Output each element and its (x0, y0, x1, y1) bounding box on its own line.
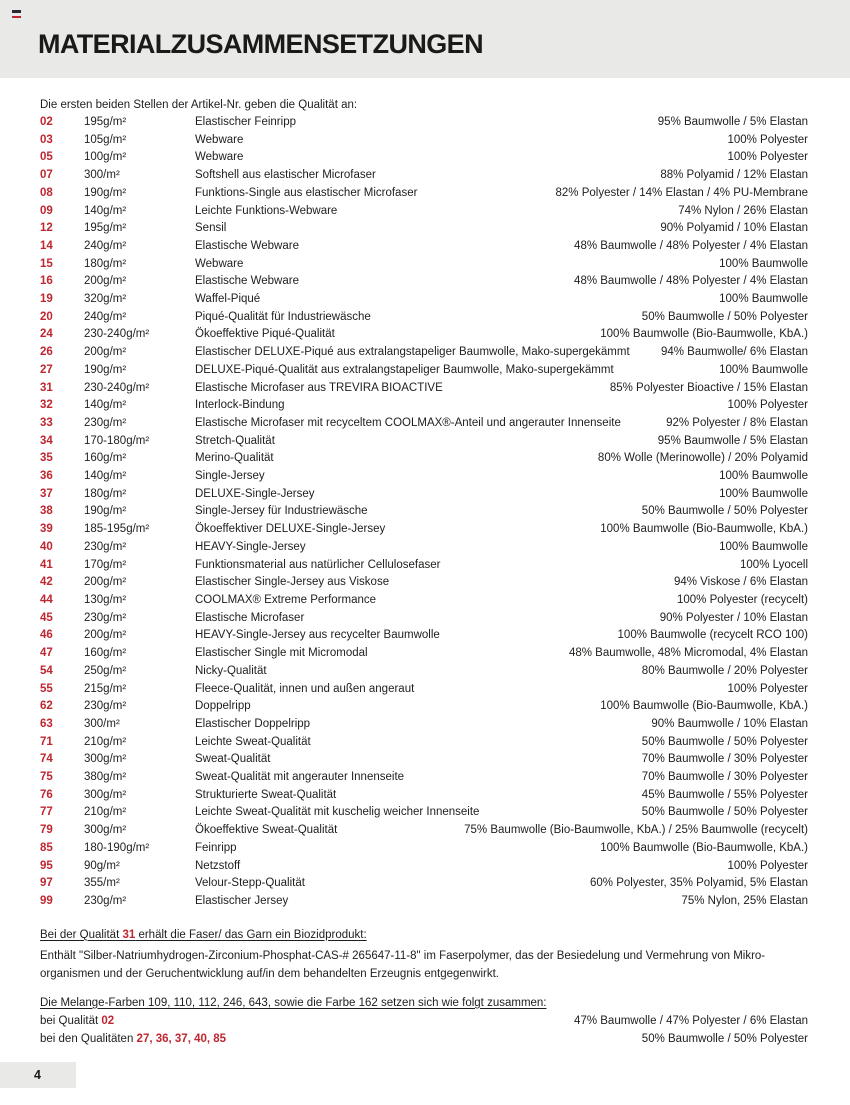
table-row (40, 309, 808, 327)
material-composition: 75% Baumwolle (Bio-Baumwolle, KbA.) / 25% Baumwolle (recycelt) (464, 824, 808, 837)
fabric-weight: 240g/m² (84, 310, 127, 323)
quality-code: 47 (40, 647, 53, 660)
quality-code: 05 (40, 151, 53, 164)
quality-code: 44 (40, 593, 53, 606)
quality-code: 46 (40, 629, 53, 642)
table-row (40, 769, 808, 787)
quality-code: 26 (40, 346, 53, 359)
biozid-text-line2: organismen und der Geruchentwicklung auf/in dem behandelten Erzeugnis entgegenwirkt. (40, 967, 500, 980)
fabric-weight: 195g/m² (84, 222, 127, 235)
material-composition: 94% Viskose / 6% Elastan (673, 576, 808, 589)
quality-code: 95 (40, 859, 53, 872)
table-row (40, 557, 808, 575)
quality-code: 31 (40, 381, 53, 394)
fabric-weight: 200g/m² (84, 576, 127, 589)
fabric-weight: 100g/m² (84, 151, 127, 164)
material-composition: 100% Baumwolle (719, 363, 808, 376)
material-description: Funktionsmaterial aus natürlicher Cellulosefaser (195, 558, 441, 571)
table-row (40, 734, 808, 752)
quality-code: 79 (40, 824, 53, 837)
material-description: Sensil (195, 222, 227, 235)
material-description: Ökoeffektive Piqué-Qualität (195, 328, 335, 341)
page-number-box (0, 1062, 76, 1088)
fabric-weight: 230g/m² (84, 894, 127, 907)
material-description: DELUXE-Piqué-Qualität aus extralangstapeliger Baumwolle, Mako-supergekämmt (195, 363, 614, 376)
quality-code: 27 (40, 363, 53, 376)
quality-code: 55 (40, 682, 53, 695)
quality-code: 75 (40, 771, 53, 784)
material-composition: 100% Polyester (recycelt) (676, 593, 808, 606)
fabric-weight: 230g/m² (84, 700, 127, 713)
quality-code: 02 (40, 116, 53, 128)
material-composition: 100% Baumwolle (719, 470, 808, 483)
fabric-weight: 185-195g/m² (84, 523, 150, 536)
fabric-weight: 230-240g/m² (84, 328, 150, 341)
material-description: Netzstoff (195, 859, 241, 872)
table-row (40, 521, 808, 539)
material-composition: 70% Baumwolle / 30% Polyester (641, 753, 808, 766)
material-composition: 75% Nylon, 25% Elastan (681, 894, 808, 907)
material-composition: 100% Baumwolle (Bio-Baumwolle, KbA.) (600, 328, 808, 341)
fabric-weight: 355/m² (84, 877, 120, 890)
material-composition: 100% Polyester (727, 399, 808, 412)
page-header (0, 0, 850, 78)
material-composition: 60% Polyester, 35% Polyamid, 5% Elastan (590, 877, 808, 890)
melange-composition: 50% Baumwolle / 50% Polyester (641, 1032, 808, 1045)
table-row (40, 663, 808, 681)
material-description: Ökoeffektiver DELUXE-Single-Jersey (195, 523, 386, 536)
table-row (40, 220, 808, 238)
quality-code: 38 (40, 505, 53, 518)
quality-code: 19 (40, 293, 53, 306)
quality-code: 33 (40, 416, 53, 429)
quality-code: 63 (40, 717, 53, 730)
material-description: Piqué-Qualität für Industriewäsche (195, 310, 371, 323)
footer-notes (40, 926, 808, 1048)
fabric-weight: 230g/m² (84, 540, 127, 553)
material-description: Waffel-Piqué (195, 293, 261, 306)
table-row (40, 822, 808, 840)
material-description: Softshell aus elastischer Microfaser (195, 169, 376, 182)
quality-code: 08 (40, 186, 53, 199)
melange-row (40, 1030, 808, 1048)
material-description: Stretch-Qualität (195, 434, 275, 447)
table-row (40, 344, 808, 362)
melange-label: bei den Qualitäten (40, 1032, 137, 1045)
quality-code: 14 (40, 239, 53, 252)
material-description: Velour-Stepp-Qualität (195, 877, 305, 890)
melange-rows (40, 1012, 808, 1048)
table-row (40, 203, 808, 221)
table-row (40, 804, 808, 822)
fabric-weight: 90g/m² (84, 859, 120, 872)
fabric-weight: 200g/m² (84, 629, 127, 642)
material-description: Elastischer Doppelripp (195, 717, 311, 730)
table-row (40, 486, 808, 504)
page-title: MATERIALZUSAMMENSETZUNGEN (38, 29, 483, 59)
table-row (40, 450, 808, 468)
material-composition: 100% Polyester (727, 133, 808, 146)
melange-quality-numbers: 27, 36, 37, 40, 85 (136, 1032, 227, 1045)
quality-code: 54 (40, 664, 53, 677)
material-composition: 45% Baumwolle / 55% Polyester (641, 788, 808, 801)
page-number: 4 (34, 1068, 41, 1082)
material-composition: 90% Polyamid / 10% Elastan (660, 222, 808, 235)
material-description: Single-Jersey (195, 470, 265, 483)
material-description: Sweat-Qualität (195, 753, 271, 766)
quality-code: 71 (40, 735, 53, 748)
material-description: Strukturierte Sweat-Qualität (195, 788, 337, 801)
table-row (40, 858, 808, 876)
material-description: Interlock-Bindung (195, 399, 285, 412)
material-composition: 100% Lyocell (740, 558, 808, 571)
table-row (40, 132, 808, 150)
melange-quality-numbers: 02 (101, 1014, 115, 1027)
quality-code: 15 (40, 257, 53, 270)
biozid-label-before: Bei der Qualität (40, 928, 123, 941)
material-composition: 48% Baumwolle / 48% Polyester / 4% Elastan (574, 239, 808, 252)
material-composition: 92% Polyester / 8% Elastan (666, 416, 808, 429)
fabric-weight: 210g/m² (84, 735, 127, 748)
material-description: Leichte Funktions-Webware (195, 204, 338, 217)
quality-code: 74 (40, 753, 53, 766)
quality-code: 09 (40, 204, 53, 217)
fabric-weight: 190g/m² (84, 505, 127, 518)
fabric-weight: 180g/m² (84, 487, 127, 500)
fabric-weight: 300g/m² (84, 753, 127, 766)
material-composition: 50% Baumwolle / 50% Polyester (641, 310, 808, 323)
material-composition: 100% Baumwolle (recycelt RCO 100) (617, 629, 808, 642)
table-row (40, 291, 808, 309)
material-composition: 94% Baumwolle/ 6% Elastan (660, 346, 808, 359)
table-row (40, 610, 808, 628)
quality-code: 40 (40, 540, 53, 553)
material-description: COOLMAX® Extreme Performance (195, 593, 377, 606)
material-composition: 70% Baumwolle / 30% Polyester (641, 771, 808, 784)
fabric-weight: 300g/m² (84, 788, 127, 801)
material-composition: 100% Baumwolle (Bio-Baumwolle, KbA.) (600, 523, 808, 536)
table-row (40, 698, 808, 716)
table-row (40, 539, 808, 557)
fabric-weight: 210g/m² (84, 806, 127, 819)
melange-label-group (40, 1030, 226, 1048)
table-row (40, 149, 808, 167)
main-content (0, 78, 850, 1048)
material-description: Webware (195, 257, 244, 270)
fabric-weight: 215g/m² (84, 682, 127, 695)
material-composition: 100% Baumwolle (Bio-Baumwolle, KbA.) (600, 700, 808, 713)
material-composition: 100% Baumwolle (719, 257, 808, 270)
quality-code: 77 (40, 806, 53, 819)
material-composition: 100% Polyester (727, 151, 808, 164)
material-composition: 88% Polyamid / 12% Elastan (660, 169, 808, 182)
biozid-label-after: erhält die Faser/ das Garn ein Biozidprodukt: (135, 928, 367, 941)
fabric-weight: 300/m² (84, 717, 120, 730)
fabric-weight: 160g/m² (84, 452, 127, 465)
table-row (40, 592, 808, 610)
table-row (40, 468, 808, 486)
fabric-weight: 200g/m² (84, 346, 127, 359)
table-row (40, 875, 808, 893)
fabric-weight: 195g/m² (84, 116, 127, 128)
table-row (40, 751, 808, 769)
material-description: Feinripp (195, 841, 237, 854)
fabric-weight: 160g/m² (84, 647, 127, 660)
material-description: Doppelripp (195, 700, 251, 713)
quality-code: 07 (40, 169, 53, 182)
table-row (40, 645, 808, 663)
fabric-weight: 190g/m² (84, 363, 127, 376)
material-description: DELUXE-Single-Jersey (195, 487, 315, 500)
material-description: Elastischer Jersey (195, 894, 289, 907)
material-description: Elastische Microfaser (195, 611, 305, 624)
material-composition: 100% Baumwolle (Bio-Baumwolle, KbA.) (600, 841, 808, 854)
melange-composition: 47% Baumwolle / 47% Polyester / 6% Elastan (574, 1014, 808, 1027)
material-description: Leichte Sweat-Qualität (195, 735, 311, 748)
table-row (40, 503, 808, 521)
quality-code: 20 (40, 310, 53, 323)
table-row (40, 114, 808, 132)
material-composition: 95% Baumwolle / 5% Elastan (657, 116, 808, 128)
material-description: Elastische Webware (195, 275, 299, 288)
material-composition: 90% Polyester / 10% Elastan (659, 611, 808, 624)
fabric-weight: 380g/m² (84, 771, 127, 784)
quality-code: 76 (40, 788, 53, 801)
table-row (40, 167, 808, 185)
table-row (40, 627, 808, 645)
material-composition: 48% Baumwolle / 48% Polyester / 4% Elastan (574, 275, 808, 288)
quality-code: 24 (40, 328, 53, 341)
fabric-weight: 105g/m² (84, 133, 127, 146)
quality-code: 85 (40, 841, 53, 854)
material-composition: 100% Baumwolle (719, 487, 808, 500)
biozid-paragraph (40, 947, 808, 983)
fabric-weight: 240g/m² (84, 239, 127, 252)
melange-row (40, 1012, 808, 1030)
material-description: Ökoeffektive Sweat-Qualität (195, 824, 338, 837)
table-row (40, 433, 808, 451)
logo-stripe-red (12, 16, 21, 18)
quality-code: 45 (40, 611, 53, 624)
quality-code: 16 (40, 275, 53, 288)
fabric-weight: 140g/m² (84, 204, 127, 217)
material-description: Elastischer Single mit Micromodal (195, 647, 368, 660)
material-description: Fleece-Qualität, innen und außen angeraut (195, 682, 415, 695)
material-composition: 50% Baumwolle / 50% Polyester (641, 806, 808, 819)
material-description: Webware (195, 133, 244, 146)
table-row (40, 397, 808, 415)
material-description: Elastischer Feinripp (195, 116, 296, 128)
quality-code: 34 (40, 434, 53, 447)
material-description: Elastischer Single-Jersey aus Viskose (195, 576, 390, 589)
table-row (40, 326, 808, 344)
material-composition: 82% Polyester / 14% Elastan / 4% PU-Membrane (555, 186, 808, 199)
fabric-weight: 320g/m² (84, 293, 127, 306)
melange-section (40, 994, 808, 1048)
melange-label: bei Qualität (40, 1014, 102, 1027)
material-description: Webware (195, 151, 244, 164)
material-composition: 90% Baumwolle / 10% Elastan (651, 717, 808, 730)
material-composition: 85% Polyester Bioactive / 15% Elastan (609, 381, 808, 394)
material-description: Elastische Webware (195, 239, 299, 252)
quality-code: 62 (40, 700, 53, 713)
quality-code: 99 (40, 894, 53, 907)
material-composition: 74% Nylon / 26% Elastan (678, 204, 808, 217)
table-row (40, 787, 808, 805)
table-row (40, 380, 808, 398)
biozid-text-line1: Enthält "Silber-Natriumhydrogen-Zirconium-Phosphat-CAS-# 265647-11-8" im Faserpolymer, das der Besiedelung und Vermehrung von Mikro- (40, 949, 766, 962)
fabric-weight: 140g/m² (84, 470, 127, 483)
quality-code: 97 (40, 877, 53, 890)
table-row (40, 185, 808, 203)
fabric-weight: 230g/m² (84, 611, 127, 624)
logo-mark-icon (12, 10, 21, 18)
quality-code: 42 (40, 576, 53, 589)
material-composition: 50% Baumwolle / 50% Polyester (641, 735, 808, 748)
table-row (40, 574, 808, 592)
material-composition: 100% Baumwolle (719, 540, 808, 553)
fabric-weight: 300/m² (84, 169, 120, 182)
melange-heading: Die Melange-Farben 109, 110, 112, 246, 643, sowie die Farbe 162 setzen sich wie folgt zusammen: (40, 996, 547, 1009)
material-description: Nicky-Qualität (195, 664, 267, 677)
material-composition: 100% Polyester (727, 682, 808, 695)
material-table (40, 114, 808, 911)
material-description: Sweat-Qualität mit angerauter Innenseite (195, 771, 405, 784)
material-description: Single-Jersey für Industriewäsche (195, 505, 368, 518)
fabric-weight: 180g/m² (84, 257, 127, 270)
material-description: Elastische Microfaser aus TREVIRA BIOACTIVE (195, 381, 443, 394)
table-row (40, 716, 808, 734)
quality-code: 35 (40, 452, 53, 465)
material-description: Funktions-Single aus elastischer Microfaser (195, 186, 418, 199)
table-row (40, 681, 808, 699)
material-composition: 80% Baumwolle / 20% Polyester (641, 664, 808, 677)
quality-code: 37 (40, 487, 53, 500)
material-description: HEAVY-Single-Jersey aus recycelter Baumwolle (195, 629, 440, 642)
table-row (40, 840, 808, 858)
biozid-heading (40, 926, 808, 944)
material-composition: 100% Polyester (727, 859, 808, 872)
quality-code: 12 (40, 222, 53, 235)
fabric-weight: 190g/m² (84, 186, 127, 199)
table-row (40, 893, 808, 911)
fabric-weight: 230-240g/m² (84, 381, 150, 394)
fabric-weight: 140g/m² (84, 399, 127, 412)
fabric-weight: 250g/m² (84, 664, 127, 677)
fabric-weight: 130g/m² (84, 593, 127, 606)
quality-code: 36 (40, 470, 53, 483)
quality-code: 32 (40, 399, 53, 412)
table-row (40, 273, 808, 291)
material-composition: 100% Baumwolle (719, 293, 808, 306)
material-description: Elastische Microfaser mit recyceltem COOLMAX®-Anteil und angerauter Innenseite (195, 416, 621, 429)
material-composition: 95% Baumwolle / 5% Elastan (657, 434, 808, 447)
table-row (40, 256, 808, 274)
fabric-weight: 230g/m² (84, 416, 127, 429)
material-composition: 80% Wolle (Merinowolle) / 20% Polyamid (597, 452, 808, 465)
table-row (40, 362, 808, 380)
material-description: Leichte Sweat-Qualität mit kuschelig weicher Innenseite (195, 806, 480, 819)
material-description: Merino-Qualität (195, 452, 274, 465)
material-composition: 50% Baumwolle / 50% Polyester (641, 505, 808, 518)
fabric-weight: 170-180g/m² (84, 434, 150, 447)
material-description: HEAVY-Single-Jersey (195, 540, 306, 553)
fabric-weight: 300g/m² (84, 824, 127, 837)
fabric-weight: 170g/m² (84, 558, 127, 571)
biozid-quality-number: 31 (122, 928, 136, 941)
fabric-weight: 200g/m² (84, 275, 127, 288)
quality-code: 39 (40, 523, 53, 536)
material-composition: 48% Baumwolle, 48% Micromodal, 4% Elastan (568, 647, 808, 660)
fabric-weight: 180-190g/m² (84, 841, 150, 854)
melange-label-group (40, 1012, 114, 1030)
intro-text: Die ersten beiden Stellen der Artikel-Nr. geben die Qualität an: (40, 99, 358, 111)
table-row (40, 238, 808, 256)
table-row (40, 415, 808, 433)
quality-code: 41 (40, 558, 53, 571)
logo-stripe-dark (12, 10, 21, 13)
material-description: Elastischer DELUXE-Piqué aus extralangstapeliger Baumwolle, Mako-supergekämmt (195, 346, 630, 359)
quality-code: 03 (40, 133, 53, 146)
